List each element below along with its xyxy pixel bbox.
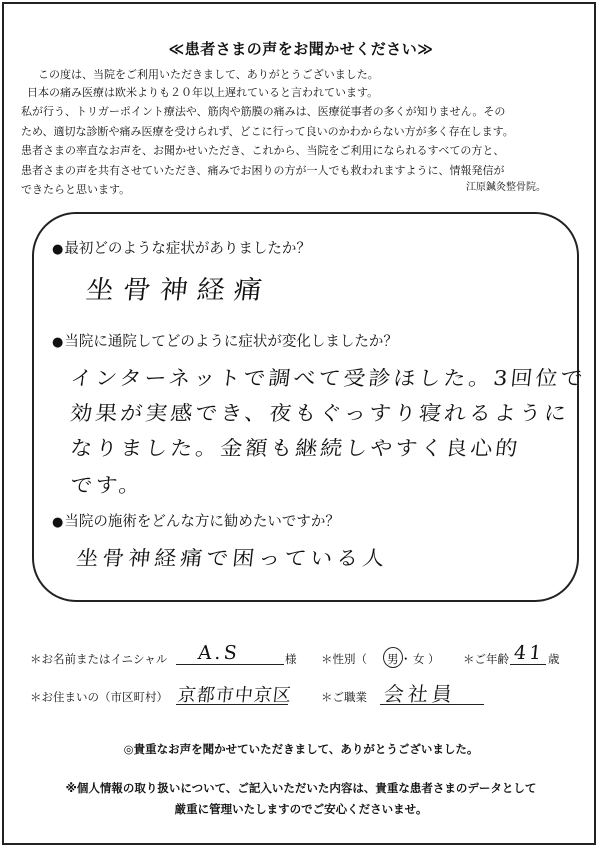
job-underline xyxy=(380,704,484,705)
address-label: ＊お住まいの（市区町村） xyxy=(30,690,168,704)
question-1 xyxy=(52,237,311,258)
gender-separator: ・ xyxy=(400,652,412,666)
name-suffix: 様 xyxy=(285,652,297,666)
address-value: 京都市中京区 xyxy=(176,685,293,706)
thanks-message: ◎貴重なお声を聞かせていただきまして、ありがとうございました。 xyxy=(123,742,479,756)
answer-3: 坐骨神経痛で困っている人 xyxy=(75,547,390,571)
question-3 xyxy=(52,510,340,531)
intro-line: 日本の痛み医療は欧米よりも２０年以上遅れていると言われています。 xyxy=(27,85,379,99)
privacy-line: ※個人情報の取り扱いについて、ご記入いただいた内容は、貴重な患者さまのデータとして xyxy=(65,781,537,795)
intro-line: できたらと思います。 xyxy=(21,183,131,196)
age-suffix: 歳 xyxy=(548,652,560,666)
gender-female: 女 xyxy=(413,652,425,666)
intro-line: 私が行う、トリガーポイント療法や、筋肉や筋膜の痛みは、医療従事者の多くが知りません。その xyxy=(21,105,506,118)
question-label: 最初どのような症状がありましたか？ xyxy=(64,241,311,257)
answer-2-line: です。 xyxy=(69,474,145,498)
intro-line: ため、適切な診断や痛み医療を受けられず、どこに行って良いのかわからない方が多く存在します。 xyxy=(21,124,514,138)
answer-1: 坐骨神経痛 xyxy=(84,274,273,305)
page-title: ≪患者さまの声をお聞かせください≫ xyxy=(168,40,434,58)
answer-2-line: 効果が実感でき、夜もぐっすり寝れるように xyxy=(69,402,571,426)
gender-male: 男 xyxy=(387,652,399,666)
question-label: 当院に通院してどのように症状が変化しましたか？ xyxy=(64,334,398,350)
privacy-line: 厳重に管理いたしますのでご安心くださいませ。 xyxy=(174,802,428,816)
age-label: ＊ご年齢 xyxy=(463,652,509,666)
age-value: 41 xyxy=(512,642,546,664)
bullet-icon: ● xyxy=(52,242,64,257)
age-underline xyxy=(510,664,546,665)
bullet-icon: ● xyxy=(52,515,64,530)
name-underline xyxy=(176,664,284,665)
bullet-icon: ● xyxy=(52,335,64,350)
intro-line: 患者さまの声を共有させていただき、痛みでお困りの方が一人でも救われますように、情報発信が xyxy=(21,163,505,177)
answer-2-line: なりました。金額も継続しやすく良心的 xyxy=(69,437,522,461)
intro-line: この度は、当院をご利用いただきまして、ありがとうございました。 xyxy=(38,68,379,81)
answer-2-line: インターネットで調べて受診ほした。3回位で xyxy=(69,367,587,391)
address-underline xyxy=(176,704,288,705)
name-label: ＊お名前またはイニシャル xyxy=(30,652,168,666)
job-value: 会社員 xyxy=(382,682,458,706)
intro-line: 患者さまの率直なお声を、お聞かせいただき、これから、当院をご利用になられるすべての方と、 xyxy=(21,144,505,157)
name-value: A.S xyxy=(196,642,241,664)
gender-label: ＊性別（ xyxy=(321,652,367,666)
question-2 xyxy=(52,330,398,351)
gender-close: ） xyxy=(428,652,440,666)
clinic-signature: 江原鍼灸整骨院。 xyxy=(466,182,546,193)
job-label: ＊ご職業 xyxy=(321,690,367,704)
question-label: 当院の施術をどんな方に勧めたいですか？ xyxy=(64,514,340,530)
